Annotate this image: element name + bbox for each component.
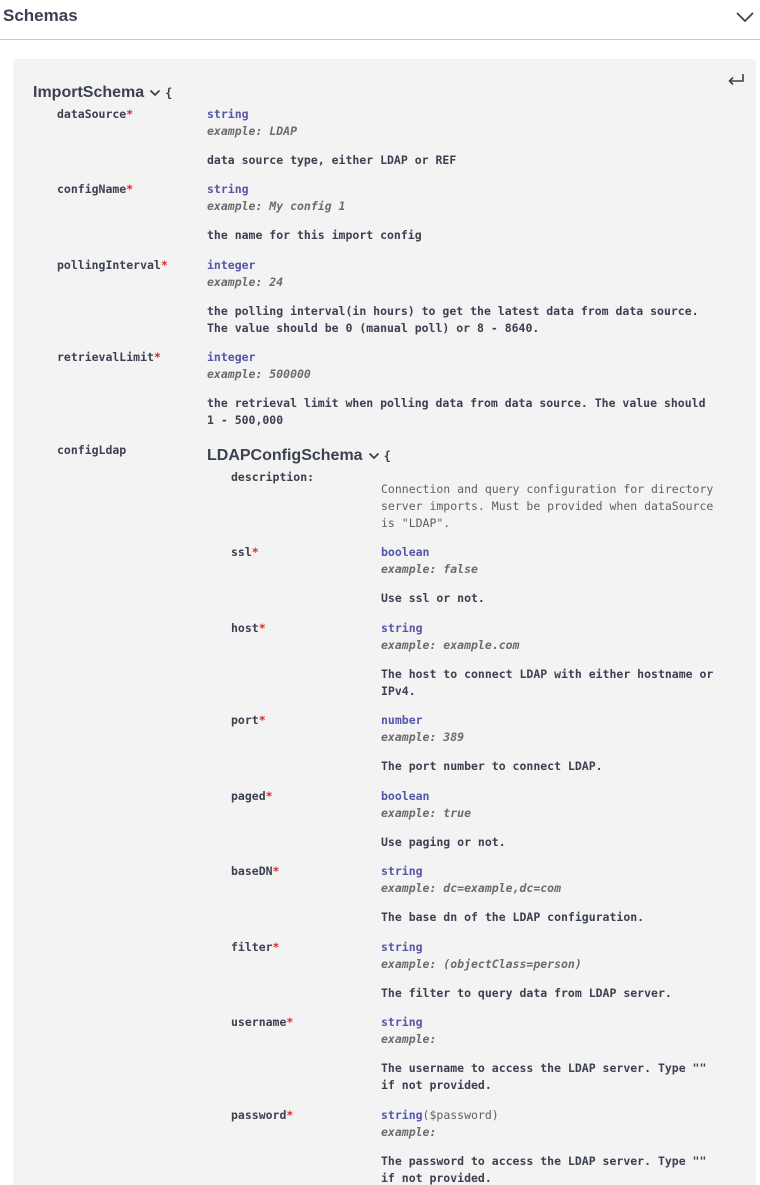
example-port: example: 389: [381, 730, 465, 744]
open-brace: {: [383, 448, 391, 463]
desc-ssl: Use ssl or not.: [381, 591, 485, 605]
desc-pollingInterval-line1: the polling interval(in hours) to get the latest data from data source.: [207, 304, 699, 318]
prop-description: description:: [231, 470, 315, 484]
example-paged: example: true: [381, 806, 472, 820]
example-password: example:: [381, 1125, 437, 1139]
type-username: string: [381, 1015, 423, 1029]
example-filter: example: (objectClass=person): [381, 957, 582, 971]
type-port: number: [381, 713, 423, 727]
type-configName: string: [207, 182, 249, 196]
return-icon[interactable]: [727, 72, 745, 88]
type-retrievalLimit: integer: [207, 350, 256, 364]
schemas-header[interactable]: [0, 0, 760, 40]
schemas-title: Schemas: [3, 6, 78, 25]
example-username: example:: [381, 1032, 437, 1046]
prop-retrievalLimit: retrievalLimit*: [57, 350, 161, 364]
prop-paged: paged*: [231, 789, 273, 803]
example-baseDN: example: dc=example,dc=com: [381, 881, 562, 895]
example-host: example: example.com: [381, 638, 520, 652]
chevron-down-icon[interactable]: [149, 88, 161, 98]
type-password: string($password): [381, 1108, 499, 1122]
desc-paged: Use paging or not.: [381, 835, 506, 849]
prop-port: port*: [231, 713, 266, 727]
type-dataSource: string: [207, 107, 249, 121]
ldap-schema-title[interactable]: [207, 447, 391, 465]
desc-pollingInterval-line2: The value should be 0 (manual poll) or 8 - 8640.: [207, 321, 540, 335]
type-filter: string: [381, 940, 423, 954]
example-configName: example: My config 1: [207, 199, 346, 213]
prop-configName: configName*: [57, 182, 134, 196]
desc-port: The port number to connect LDAP.: [381, 759, 603, 773]
type-baseDN: string: [381, 864, 423, 878]
desc-username-line1: The username to access the LDAP server. Type "": [381, 1061, 707, 1075]
type-ssl: boolean: [381, 545, 430, 559]
chevron-down-icon[interactable]: [736, 10, 754, 24]
ldap-schema-name: LDAPConfigSchema: [207, 447, 363, 464]
open-brace: {: [165, 85, 173, 100]
desc-password-line2: if not provided.: [381, 1171, 492, 1185]
prop-password: password*: [231, 1108, 294, 1122]
desc-filter: The filter to query data from LDAP server.: [381, 986, 672, 1000]
ldap-description-line3: is "LDAP".: [381, 516, 451, 530]
type-host: string: [381, 621, 423, 635]
prop-filter: filter*: [231, 940, 280, 954]
chevron-down-icon[interactable]: [368, 451, 380, 461]
type-paged: boolean: [381, 789, 430, 803]
type-pollingInterval: integer: [207, 258, 256, 272]
example-dataSource: example: LDAP: [207, 124, 298, 138]
import-schema-title[interactable]: [33, 84, 172, 102]
prop-ssl: ssl*: [231, 545, 259, 559]
desc-host-line2: IPv4.: [381, 684, 416, 698]
desc-username-line2: if not provided.: [381, 1078, 492, 1092]
example-pollingInterval: example: 24: [207, 275, 284, 289]
desc-password-line1: The password to access the LDAP server. Type "": [381, 1154, 707, 1168]
prop-baseDN: baseDN*: [231, 864, 280, 878]
desc-retrievalLimit-line2: 1 - 500,000: [207, 413, 284, 427]
prop-dataSource: dataSource*: [57, 107, 134, 121]
prop-host: host*: [231, 621, 266, 635]
example-ssl: example: false: [381, 562, 478, 576]
prop-username: username*: [231, 1015, 294, 1029]
desc-dataSource: data source type, either LDAP or REF: [207, 153, 457, 167]
desc-retrievalLimit-line1: the retrieval limit when polling data from data source. The value should: [207, 396, 706, 410]
example-retrievalLimit: example: 500000: [207, 367, 311, 381]
prop-configLdap: configLdap: [57, 443, 127, 457]
desc-configName: the name for this import config: [207, 228, 422, 242]
prop-pollingInterval: pollingInterval*: [57, 258, 168, 272]
ldap-description-line1: Connection and query configuration for directory: [381, 482, 714, 496]
ldap-description-line2: server imports. Must be provided when dataSource: [381, 499, 714, 513]
desc-host-line1: The host to connect LDAP with either hostname or: [381, 667, 714, 681]
desc-baseDN: The base dn of the LDAP configuration.: [381, 910, 645, 924]
import-schema-name: ImportSchema: [33, 84, 145, 101]
